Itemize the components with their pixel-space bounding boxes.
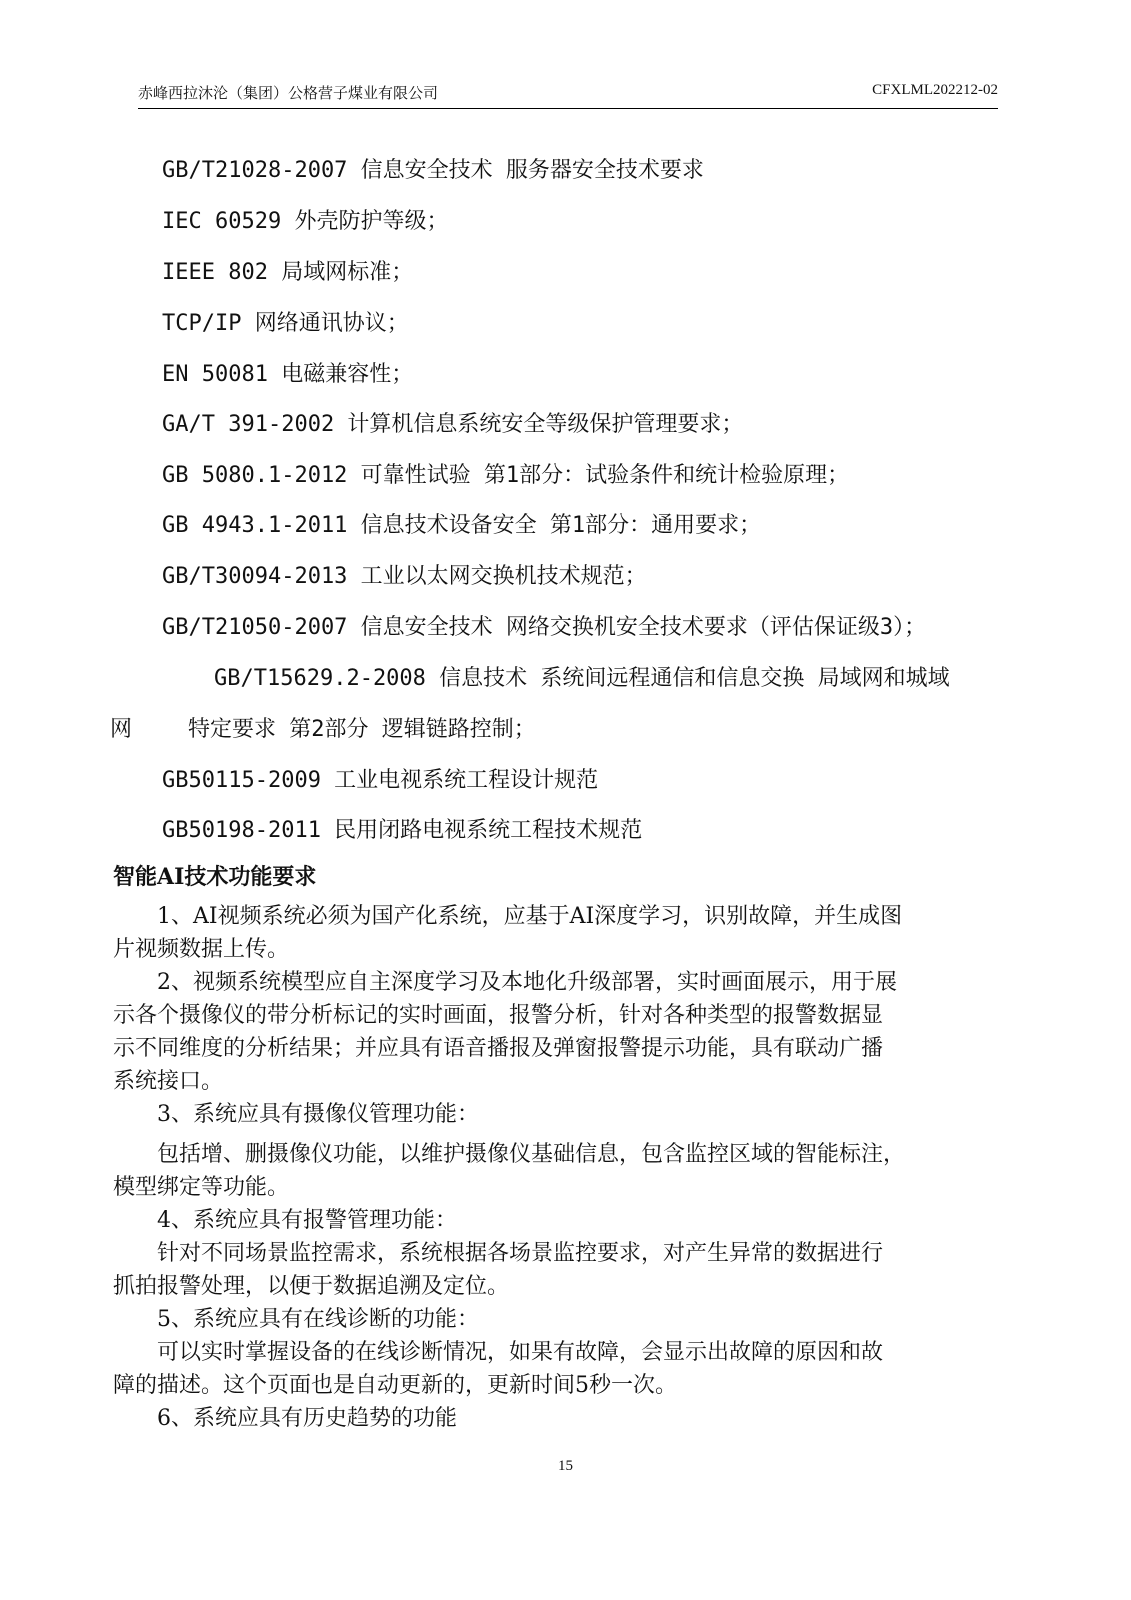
paragraph-7 (113, 1303, 1053, 1336)
paragraph-line: 6、系统应具有历史趋势的功能 (113, 1406, 457, 1431)
paragraph-1 (113, 900, 1053, 966)
paragraph-6 (113, 1237, 1053, 1303)
paragraph-line: 模型绑定等功能。 (113, 1175, 290, 1200)
paragraph-line: 4、系统应具有报警管理功能： (113, 1208, 457, 1233)
standard-item: GB/T21050-2007 信息安全技术 网络交换机安全技术要求（评估保证级3）； (162, 615, 927, 640)
standard-item: IEEE 802 局域网标准； (162, 260, 414, 285)
paragraph-line: 抓拍报警处理，以便于数据追溯及定位。 (113, 1274, 510, 1299)
paragraph-line: 针对不同场景监控需求，系统根据各场景监控要求，对产生异常的数据进行 (113, 1241, 884, 1266)
paragraph-line: 示各个摄像仪的带分析标记的实时画面，报警分析，针对各种类型的报警数据显 (113, 1003, 884, 1028)
standard-item: GB/T21028-2007 信息安全技术 服务器安全技术要求 (162, 158, 704, 183)
paragraph-line: 障的描述。这个页面也是自动更新的，更新时间5秒一次。 (113, 1373, 677, 1398)
paragraph-line: 1、AI视频系统必须为国产化系统，应基于AI深度学习，识别故障，并生成图 (113, 904, 903, 929)
page-number: 15 (558, 1458, 573, 1474)
page-header (138, 78, 998, 109)
standard-item: GB 4943.1-2011 信息技术设备安全 第1部分：通用要求； (162, 513, 762, 538)
standard-item: GA/T 391-2002 计算机信息系统安全等级保护管理要求； (162, 412, 744, 437)
paragraph-line: 系统接口。 (113, 1069, 224, 1094)
paragraph-line: 片视频数据上传。 (113, 937, 290, 962)
paragraph-line: 5、系统应具有在线诊断的功能： (113, 1307, 479, 1332)
paragraph-line: 包括增、删摄像仪功能，以维护摄像仪基础信息，包含监控区域的智能标注， (113, 1142, 906, 1167)
standard-item-wrapped-line2-end: 特定要求 第2部分 逻辑链路控制； (188, 717, 536, 742)
paragraph-line: 2、视频系统模型应自主深度学习及本地化升级部署，实时画面展示，用于展 (113, 970, 897, 995)
standard-item: GB50198-2011 民用闭路电视系统工程技术规范 (162, 818, 643, 843)
paragraph-5 (113, 1204, 1053, 1237)
paragraph-3 (113, 1098, 1053, 1131)
standard-item: IEC 60529 外壳防护等级； (162, 209, 449, 234)
standard-item: TCP/IP 网络通讯协议； (162, 311, 409, 336)
document-code: CFXLML202212-02 (872, 82, 998, 98)
paragraph-line: 3、系统应具有摄像仪管理功能： (113, 1102, 479, 1127)
paragraph-9 (113, 1402, 1053, 1435)
paragraph-8 (113, 1336, 1053, 1402)
standard-item: GB/T30094-2013 工业以太网交换机技术规范； (162, 564, 647, 589)
paragraph-line: 可以实时掌握设备的在线诊断情况，如果有故障，会显示出故障的原因和故 (113, 1340, 884, 1365)
standard-item: GB 5080.1-2012 可靠性试验 第1部分：试验条件和统计检验原理； (162, 463, 850, 488)
paragraph-4 (113, 1138, 1053, 1204)
paragraph-line: 示不同维度的分析结果；并应具有语音播报及弹窗报警提示功能，具有联动广播 (113, 1036, 884, 1061)
standard-item-wrapped-line2-start: 网 (110, 717, 133, 742)
standard-item-wrapped-line1: GB/T15629.2-2008 信息技术 系统间远程通信和信息交换 局域网和城域 (214, 666, 950, 691)
standard-item: GB50115-2009 工业电视系统工程设计规范 (162, 768, 599, 793)
section-title: 智能AI技术功能要求 (113, 864, 317, 890)
paragraph-2 (113, 966, 1053, 1098)
company-name: 赤峰西拉沐沦（集团）公格营子煤业有限公司 (138, 86, 439, 102)
standard-item: EN 50081 电磁兼容性； (162, 362, 414, 387)
